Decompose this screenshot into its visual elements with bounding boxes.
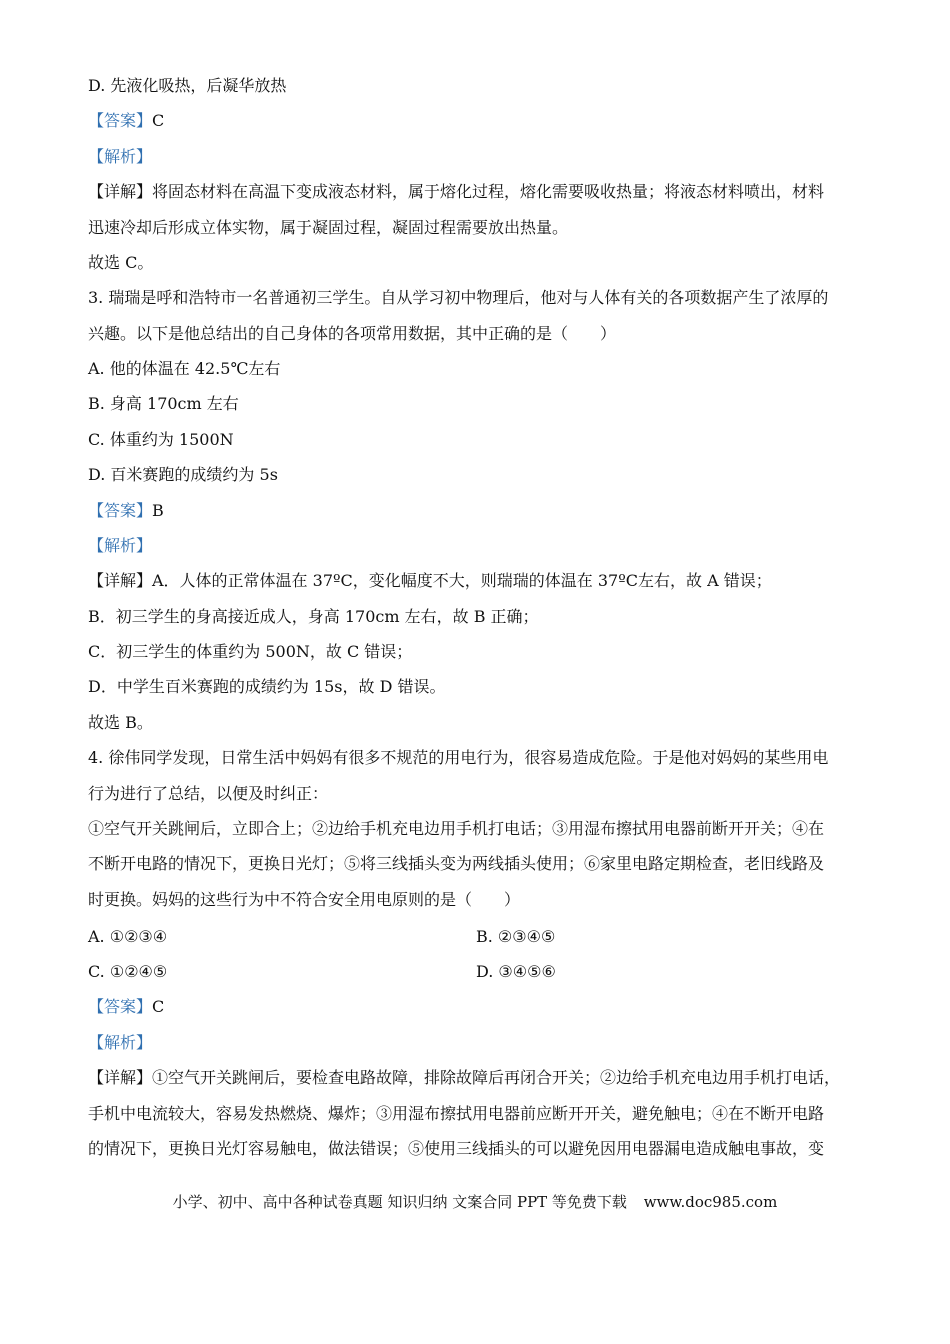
question-3-line-2: 兴趣。以下是他总结出的自己身体的各项常用数据，其中正确的是（ ）: [88, 324, 617, 343]
analysis-tag-q2: [88, 147, 152, 167]
answer-value: B: [152, 501, 164, 520]
question-4-line-2: 行为进行了总结，以便及时纠正：: [88, 784, 329, 803]
answer-line-q2: [88, 111, 164, 131]
option-c-q3: C. 体重约为 1500N: [88, 430, 234, 449]
question-4-line-3: ①空气开关跳闸后，立即合上；②边给手机充电边用手机打电话；③用湿布擦拭用电器前断开开关；④在: [88, 819, 825, 838]
detail-line-q3-2: B．初三学生的身高接近成人，身高 170cm 左右，故 B 正确；: [88, 607, 539, 626]
detail-line-q3-4: D．中学生百米赛跑的成绩约为 15s，故 D 错误。: [88, 677, 446, 696]
answer-line-q4: [88, 997, 164, 1017]
analysis-tag: 【解析】: [88, 1033, 153, 1052]
option-b-q3: B. 身高 170cm 左右: [88, 394, 239, 413]
question-4-line-5: 时更换。妈妈的这些行为中不符合安全用电原则的是（ ）: [88, 890, 521, 909]
option-d-q3: D. 百米赛跑的成绩约为 5s: [88, 465, 278, 484]
question-3-line-1: 3. 瑞瑞是呼和浩特市一名普通初三学生。自从学习初中物理后，他对与人体有关的各项数据产生了浓厚的: [88, 288, 829, 307]
page-footer: [0, 1191, 950, 1212]
answer-value: C: [152, 111, 165, 130]
answer-tag: 【答案】: [88, 997, 153, 1016]
footer-text: 小学、初中、高中各种试卷真题 知识归纳 文案合同 PPT 等免费下载: [172, 1193, 627, 1211]
question-4-line-1: 4. 徐伟同学发现，日常生活中妈妈有很多不规范的用电行为，很容易造成危险。于是他对妈妈的某些用电: [88, 748, 829, 767]
question-4-line-4: 不断开电路的情况下，更换日光灯；⑤将三线插头变为两线插头使用；⑥家里电路定期检查，老旧线路及: [88, 854, 825, 873]
footer-url[interactable]: www.doc985.com: [643, 1193, 778, 1211]
option-b-q4: B. ②③④⑤: [476, 927, 556, 946]
detail-line-q4-1: 【详解】①空气开关跳闸后，要检查电路故障，排除故障后再闭合开关；②边给手机充电边用手机打电话，: [88, 1068, 841, 1087]
conclusion-q3: 故选 B。: [88, 713, 153, 732]
answer-value: C: [152, 997, 165, 1016]
option-d-q2: D. 先液化吸热，后凝华放热: [88, 76, 287, 95]
answer-tag: 【答案】: [88, 501, 153, 520]
answer-tag: 【答案】: [88, 111, 153, 130]
detail-line-q4-3: 的情况下，更换日光灯容易触电，做法错误；⑤使用三线插头的可以避免因用电器漏电造成触电事故，变: [88, 1139, 825, 1158]
detail-line-q3-1: 【详解】A．人体的正常体温在 37ºC，变化幅度不大，则瑞瑞的体温在 37ºC左右，故 A 错误；: [88, 571, 772, 590]
detail-line-q2-1: 【详解】将固态材料在高温下变成液态材料，属于熔化过程，熔化需要吸收热量；将液态材料喷出，材料: [88, 182, 825, 201]
analysis-tag: 【解析】: [88, 536, 153, 555]
analysis-tag-q4: [88, 1033, 152, 1053]
answer-line-q3: [88, 501, 164, 521]
option-c-q4: C. ①②④⑤: [88, 962, 168, 981]
detail-line-q2-2: 迅速冷却后形成立体实物，属于凝固过程，凝固过程需要放出热量。: [88, 218, 569, 237]
detail-line-q3-3: C．初三学生的体重约为 500N，故 C 错误；: [88, 642, 413, 661]
detail-line-q4-2: 手机中电流较大，容易发热燃烧、爆炸；③用湿布擦拭用电器前应断开开关，避免触电；④在不断开电路: [88, 1104, 825, 1123]
conclusion-q2: 故选 C。: [88, 253, 154, 272]
analysis-tag: 【解析】: [88, 147, 153, 166]
analysis-tag-q3: [88, 536, 152, 556]
option-a-q3: A. 他的体温在 42.5℃左右: [88, 359, 281, 378]
option-d-q4: D. ③④⑤⑥: [476, 962, 556, 981]
option-a-q4: A. ①②③④: [88, 927, 168, 946]
